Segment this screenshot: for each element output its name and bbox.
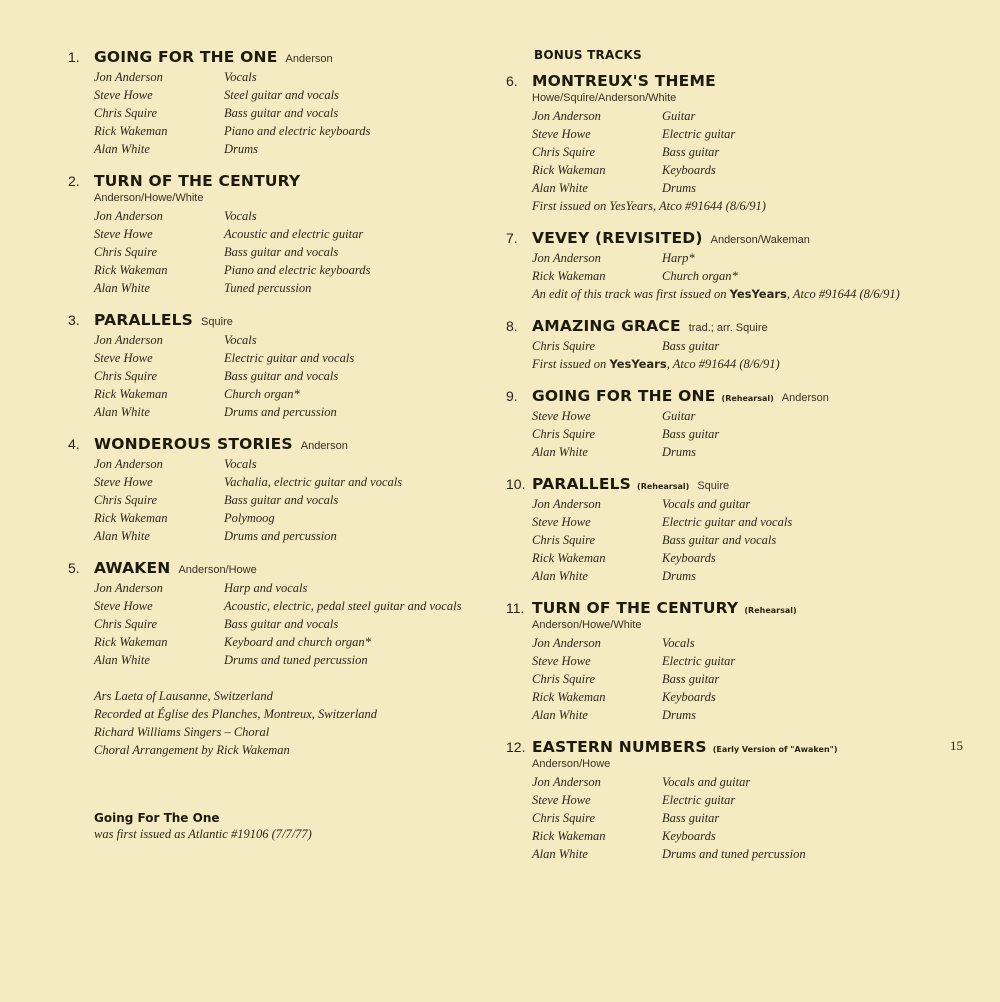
release-note: [532, 355, 906, 373]
musician-role: Bass guitar: [662, 427, 720, 441]
track-number: 6.: [506, 73, 518, 89]
musician-role: Electric guitar and vocals: [224, 351, 355, 365]
personnel-list: [532, 407, 906, 461]
track-title: PARALLELS: [532, 475, 632, 493]
track-writer-credit: Squire: [201, 316, 233, 328]
track-qualifier: (Rehearsal): [637, 482, 690, 491]
musician-role: Acoustic and electric guitar: [224, 227, 364, 241]
musician-name: Rick Wakeman: [532, 551, 606, 565]
musician-name: Rick Wakeman: [94, 635, 168, 649]
musician-name: Chris Squire: [94, 245, 158, 259]
track-number: 1.: [68, 49, 80, 65]
musician-name: Jon Anderson: [94, 581, 163, 595]
musician-role: Vocals: [662, 636, 695, 650]
personnel-row: [532, 495, 906, 513]
personnel-row: [532, 809, 906, 827]
personnel-list: [532, 337, 906, 355]
personnel-row: [94, 104, 468, 122]
musician-name: Chris Squire: [532, 672, 596, 686]
personnel-row: [94, 140, 468, 158]
musician-role: Keyboards: [662, 690, 716, 704]
musician-name: Rick Wakeman: [94, 511, 168, 525]
track-number: 7.: [506, 230, 518, 246]
track: [506, 599, 906, 724]
track-number: 11.: [506, 600, 525, 616]
track-header: [506, 317, 906, 335]
musician-name: Rick Wakeman: [532, 163, 606, 177]
personnel-row: [532, 179, 906, 197]
personnel-row: [532, 267, 906, 285]
track: [68, 311, 468, 421]
recording-note: Recorded at Église des Planches, Montreux, Switzerland: [94, 707, 378, 721]
musician-role: Bass guitar and vocals: [224, 106, 339, 120]
personnel-row: [94, 86, 468, 104]
musician-name: Steve Howe: [532, 654, 591, 668]
musician-role: Church organ*: [662, 269, 738, 283]
musician-name: Jon Anderson: [94, 209, 163, 223]
track-writer-credit: Anderson/Howe: [178, 564, 257, 576]
bonus-tracks-heading: BONUS TRACKS: [534, 48, 642, 62]
track: [506, 387, 906, 461]
track-number: 10.: [506, 476, 526, 492]
release-note: [532, 285, 906, 303]
musician-role: Bass guitar: [662, 811, 720, 825]
left-column: [68, 48, 468, 843]
track-writer-credit: Anderson: [285, 53, 333, 65]
musician-role: Keyboard and church organ*: [224, 635, 371, 649]
track-title: MONTREUX'S THEME: [532, 72, 716, 90]
personnel-row: [94, 261, 468, 279]
musician-role: Keyboards: [662, 551, 716, 565]
personnel-row: [94, 207, 468, 225]
personnel-row: [94, 122, 468, 140]
release-note-text: First issued on YesYears, Atco #91644 (8/6/91): [532, 199, 766, 213]
musician-name: Alan White: [94, 653, 150, 667]
personnel-row: [532, 443, 906, 461]
musician-role: Vocals: [224, 333, 257, 347]
track-title: AWAKEN: [94, 559, 171, 577]
musician-name: Steve Howe: [94, 351, 153, 365]
musician-name: Steve Howe: [532, 409, 591, 423]
track-header: [506, 475, 906, 493]
musician-role: Drums and percussion: [224, 529, 337, 543]
musician-role: Electric guitar: [662, 793, 736, 807]
track-header: [506, 387, 906, 405]
musician-name: Chris Squire: [532, 811, 596, 825]
personnel-row: [94, 579, 468, 597]
track-qualifier: (Rehearsal): [744, 606, 797, 615]
personnel-row: [532, 143, 906, 161]
personnel-row: [532, 706, 906, 724]
personnel-row: [532, 634, 906, 652]
track-header: [506, 599, 906, 617]
personnel-row: [532, 337, 906, 355]
personnel-row: [94, 651, 468, 669]
musician-role: Electric guitar: [662, 127, 736, 141]
original-release-note: [94, 811, 468, 843]
musician-role: Drums: [662, 445, 697, 459]
track-title: TURN OF THE CENTURY: [532, 599, 739, 617]
musician-name: Chris Squire: [94, 369, 158, 383]
musician-role: Bass guitar: [662, 145, 720, 159]
personnel-row: [94, 491, 468, 509]
musician-name: Rick Wakeman: [532, 829, 606, 843]
release-note: [532, 197, 906, 215]
release-note-text: An edit of this track was first issued on: [532, 287, 730, 301]
track-writer-credit: trad.; arr. Squire: [688, 322, 768, 334]
musician-role: Drums: [224, 142, 259, 156]
musician-name: Chris Squire: [94, 106, 158, 120]
musician-role: Steel guitar and vocals: [224, 88, 339, 102]
personnel-row: [94, 527, 468, 545]
musician-role: Bass guitar and vocals: [224, 493, 339, 507]
musician-role: Guitar: [662, 109, 696, 123]
musician-role: Bass guitar and vocals: [224, 617, 339, 631]
personnel-list: [532, 495, 906, 585]
musician-role: Electric guitar: [662, 654, 736, 668]
track-writer-credit: Anderson/Howe/White: [532, 619, 642, 631]
musician-name: Steve Howe: [532, 515, 591, 529]
personnel-row: [532, 549, 906, 567]
recording-note: Ars Laeta of Lausanne, Switzerland: [94, 689, 273, 703]
musician-role: Bass guitar and vocals: [224, 369, 339, 383]
musician-name: Jon Anderson: [94, 70, 163, 84]
personnel-row: [94, 367, 468, 385]
track-title: VEVEY (REVISITED): [532, 229, 703, 247]
personnel-list: [532, 634, 906, 724]
personnel-row: [94, 279, 468, 297]
musician-name: Chris Squire: [532, 533, 596, 547]
musician-name: Steve Howe: [94, 475, 153, 489]
personnel-list: [532, 773, 906, 863]
musician-role: Vocals: [224, 209, 257, 223]
track-number: 12.: [506, 739, 526, 755]
musician-name: Chris Squire: [532, 339, 596, 353]
track-number: 5.: [68, 560, 80, 576]
musician-name: Alan White: [94, 405, 150, 419]
personnel-row: [532, 407, 906, 425]
track-title: PARALLELS: [94, 311, 194, 329]
musician-name: Steve Howe: [532, 793, 591, 807]
personnel-list: [94, 455, 468, 545]
musician-name: Jon Anderson: [532, 636, 601, 650]
track: [68, 48, 468, 158]
personnel-row: [532, 670, 906, 688]
track-writer-credit: Anderson/Wakeman: [710, 234, 810, 246]
recording-note: Choral Arrangement by Rick Wakeman: [94, 743, 290, 757]
track-writer-credit: Anderson/Howe/White: [94, 192, 204, 204]
track: [506, 72, 906, 215]
track-writer-credit: Anderson/Howe: [532, 758, 611, 770]
track: [68, 172, 468, 297]
musician-name: Chris Squire: [532, 427, 596, 441]
musician-name: Alan White: [532, 181, 588, 195]
musician-role: Bass guitar: [662, 339, 720, 353]
track-title: AMAZING GRACE: [532, 317, 681, 335]
original-album-title: Going For The One: [94, 811, 220, 825]
personnel-row: [532, 773, 906, 791]
musician-role: Drums: [662, 181, 697, 195]
personnel-row: [532, 513, 906, 531]
release-note-text: , Atco #91644 (8/6/91): [786, 287, 900, 301]
musician-role: Drums: [662, 708, 697, 722]
personnel-row: [532, 652, 906, 670]
personnel-row: [94, 455, 468, 473]
track-qualifier: (Rehearsal): [721, 394, 774, 403]
personnel-row: [532, 531, 906, 549]
musician-name: Alan White: [532, 569, 588, 583]
musician-name: Jon Anderson: [94, 333, 163, 347]
musician-name: Steve Howe: [94, 88, 153, 102]
musician-role: Electric guitar and vocals: [662, 515, 793, 529]
musician-name: Steve Howe: [532, 127, 591, 141]
track-header: [68, 311, 468, 329]
track-header: [68, 48, 468, 66]
musician-name: Jon Anderson: [532, 497, 601, 511]
track: [506, 475, 906, 585]
track-qualifier: (Early Version of "Awaken"): [712, 745, 838, 754]
musician-role: Keyboards: [662, 829, 716, 843]
track: [506, 229, 906, 303]
musician-role: Bass guitar and vocals: [224, 245, 339, 259]
track: [68, 559, 468, 669]
musician-name: Steve Howe: [94, 599, 153, 613]
release-note-text: , Atco #91644 (8/6/91): [666, 357, 780, 371]
track: [506, 317, 906, 373]
musician-name: Alan White: [532, 708, 588, 722]
personnel-list: [94, 68, 468, 158]
personnel-row: [94, 473, 468, 491]
original-release-text: was first issued as Atlantic #19106 (7/7/77): [94, 827, 312, 841]
personnel-row: [532, 249, 906, 267]
personnel-row: [94, 225, 468, 243]
track-writer-credit: Anderson: [300, 440, 348, 452]
personnel-row: [532, 791, 906, 809]
musician-role: Bass guitar: [662, 672, 720, 686]
musician-role: Vocals: [224, 70, 257, 84]
personnel-row: [94, 509, 468, 527]
track-number: 8.: [506, 318, 518, 334]
musician-role: Harp*: [662, 251, 695, 265]
right-column: [506, 48, 906, 877]
track: [68, 435, 468, 545]
track-title: TURN OF THE CENTURY: [94, 172, 301, 190]
musician-role: Harp and vocals: [224, 581, 308, 595]
musician-name: Jon Anderson: [532, 109, 601, 123]
musician-role: Guitar: [662, 409, 696, 423]
musician-name: Alan White: [532, 847, 588, 861]
musician-role: Vocals: [224, 457, 257, 471]
page-number: 15: [950, 738, 963, 753]
track-number: 2.: [68, 173, 80, 189]
release-note-album: YesYears: [729, 287, 787, 301]
musician-role: Drums and tuned percussion: [662, 847, 806, 861]
personnel-row: [94, 243, 468, 261]
personnel-row: [532, 688, 906, 706]
track-number: 9.: [506, 388, 518, 404]
personnel-row: [532, 845, 906, 863]
musician-name: Alan White: [532, 445, 588, 459]
musician-name: Steve Howe: [94, 227, 153, 241]
musician-role: Piano and electric keyboards: [224, 124, 371, 138]
personnel-row: [532, 107, 906, 125]
personnel-row: [94, 349, 468, 367]
musician-name: Alan White: [94, 281, 150, 295]
personnel-list: [94, 331, 468, 421]
personnel-list: [94, 207, 468, 297]
personnel-row: [532, 827, 906, 845]
recording-note: Richard Williams Singers – Choral: [94, 725, 270, 739]
track-title: WONDEROUS STORIES: [94, 435, 293, 453]
musician-name: Jon Anderson: [94, 457, 163, 471]
musician-role: Vachalia, electric guitar and vocals: [224, 475, 403, 489]
personnel-row: [94, 68, 468, 86]
track-title: EASTERN NUMBERS: [532, 738, 707, 756]
personnel-row: [94, 331, 468, 349]
track: [506, 738, 906, 863]
musician-name: Rick Wakeman: [532, 269, 606, 283]
musician-name: Alan White: [94, 529, 150, 543]
track-header: [506, 229, 906, 247]
musician-name: Chris Squire: [94, 617, 158, 631]
musician-name: Rick Wakeman: [94, 124, 168, 138]
musician-role: Drums: [662, 569, 697, 583]
personnel-row: [532, 161, 906, 179]
personnel-row: [94, 597, 468, 615]
personnel-row: [94, 633, 468, 651]
musician-role: Acoustic, electric, pedal steel guitar and vocals: [224, 599, 462, 613]
track-writer-credit: Anderson: [781, 392, 829, 404]
track-title: GOING FOR THE ONE: [532, 387, 716, 405]
musician-name: Jon Anderson: [532, 775, 601, 789]
personnel-row: [94, 403, 468, 421]
track-header: [68, 435, 468, 453]
personnel-row: [532, 125, 906, 143]
musician-name: Chris Squire: [532, 145, 596, 159]
musician-role: Piano and electric keyboards: [224, 263, 371, 277]
musician-name: Chris Squire: [94, 493, 158, 507]
musician-name: Rick Wakeman: [94, 263, 168, 277]
musician-role: Keyboards: [662, 163, 716, 177]
track-writer-credit: Howe/Squire/Anderson/White: [532, 92, 677, 104]
track-number: 4.: [68, 436, 80, 452]
release-note-text: First issued on: [532, 357, 610, 371]
musician-name: Rick Wakeman: [532, 690, 606, 704]
track-header: [68, 172, 468, 190]
track-title: GOING FOR THE ONE: [94, 48, 278, 66]
musician-role: Vocals and guitar: [662, 775, 751, 789]
musician-role: Bass guitar and vocals: [662, 533, 777, 547]
musician-role: Church organ*: [224, 387, 300, 401]
track-header: [506, 738, 906, 756]
personnel-list: [94, 579, 468, 669]
musician-role: Tuned percussion: [224, 281, 312, 295]
track-writer-credit: Squire: [697, 480, 730, 492]
personnel-row: [532, 425, 906, 443]
track-header: [68, 559, 468, 577]
personnel-row: [94, 615, 468, 633]
track-header: [506, 72, 906, 90]
musician-name: Rick Wakeman: [94, 387, 168, 401]
musician-name: Jon Anderson: [532, 251, 601, 265]
release-note-album: YesYears: [609, 357, 667, 371]
personnel-list: [532, 249, 906, 285]
track-number: 3.: [68, 312, 80, 328]
personnel-row: [94, 385, 468, 403]
musician-role: Polymoog: [224, 511, 275, 525]
personnel-row: [532, 567, 906, 585]
musician-role: Vocals and guitar: [662, 497, 751, 511]
musician-role: Drums and percussion: [224, 405, 337, 419]
musician-name: Alan White: [94, 142, 150, 156]
musician-role: Drums and tuned percussion: [224, 653, 368, 667]
recording-notes: [94, 687, 468, 759]
personnel-list: [532, 107, 906, 197]
